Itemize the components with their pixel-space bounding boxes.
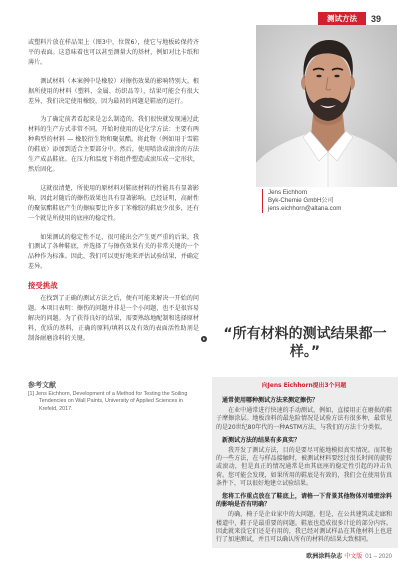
interview-answer-text: 的确，椅子是企业家中的大问题，但是，在公共建筑或走廊和楼道中，鞋子是最重要的问题。鞋底也造成很多计论的部分内容。因此就来没它们还是有用的，我已经对测试样品在其他材料上也进行了加速测试，并且可以确认所有的材料的结果大致相同。 <box>216 511 392 544</box>
portrait-photo <box>256 25 397 187</box>
interview-answer: 我开发了测试方法，目的是要尽可能地模拟真实情况。而其他的一些方法，在与样品接触时，被测试材料要经过很长时间的旋转或滚动，但是真正的情况通常是由其底座的稳定性引起的冲击负荷。您可能会发现，如果所用的鞋底是有效的，我们会在使用仿真条件下，可以很好地建立试验结果。 <box>216 447 392 487</box>
end-mark-icon <box>189 336 195 342</box>
interview-answer <box>216 511 392 544</box>
caption-name: Jens Eichhorn <box>268 189 308 196</box>
footer-magazine: 欧洲涂料杂志 <box>306 553 343 560</box>
body-paragraph <box>28 294 199 344</box>
article-body <box>28 38 199 344</box>
page-footer <box>306 553 392 561</box>
interview-question: 通常使用哪种测试方法来测定擦伤？ <box>222 397 319 404</box>
caption-company: Byk-Chemie GmbH公司 <box>268 197 334 204</box>
references <box>28 380 199 413</box>
interview-question: 新测试方法的结果有多真实？ <box>222 436 301 444</box>
reference-item: [1] Jens Eichhorn, Development of a Method for Testing the Soiling Tendencies on Wall Paints, University of Applied Sciences in Krefeld, 2017. <box>28 391 188 412</box>
portrait-eye-right <box>334 75 339 78</box>
interview-title: 向Jens Eichhorn提出3个问题 <box>261 383 347 389</box>
body-paragraph: 这就很清楚，所使用的原材料对鞋底材料的性能具有显著影响，因此对随后的擦伤效果也具有显著影响。已经证明，高耐性的聚氨酯鞋底产生的擦痕要比许多丁苯橡胶的鞋底少很多，还有一个就是所使用的底座的稳定性。 <box>28 184 199 222</box>
body-paragraph: 或塑料片放在样品架上（图3中，位置6），使它与地板砖保持齐平的表面。这意味着也可以甚至测量大的基材，例如对比卡纸和薄片。 <box>28 39 199 66</box>
body-paragraph: 测试材料（本案例中是橡胶）对擦伤效果的影响特别大。根据所使用的材料（塑料、金属、纺织品等），结果可能会有很大差异，我们决定使用橡胶，因为最初的问题是鞋底的运行。 <box>28 77 199 105</box>
page-number: 39 <box>371 14 382 24</box>
portrait-caption <box>262 189 341 213</box>
pull-quote: “所有材料的测试结果都一样。” <box>223 326 387 360</box>
references-heading: 参考文献 <box>28 381 56 389</box>
body-paragraph-text: 在找到了正确的测试方法之后，便有可能来解决一开始的问题。本项目表明：擦伤的问题并非是一个小问题，也不是很容易解决的问题。为了获得良好的结果，需要熟练地配制和选择原材料，优质的基料，正确的原料/填料以及有效的表面活性助剂是制备耐磨涂料的关键。 <box>28 295 199 342</box>
footer-issue: 01 – 2020 <box>365 554 392 560</box>
body-paragraph: 为了确定前者看起来是怎么制造的，我们很快就发现通过此材料的生产方式非常不同。开始时使用的是化学方法：主要有两种典型的材料 — 橡胶衍生物和聚氨酯。将此物（例如用于雪鞋的鞋底）添加到适合主要部分中。然后，使用喷涂或滚涂的方法生产成品鞋底。在压力和温度下将组件塑造或滚压成一定形状，然后固化。 <box>28 116 199 173</box>
footer-edition: 中文版 <box>344 553 363 560</box>
body-paragraph: 如果测试的稳定性不足，很可能出会产生更严重的后果。我们测试了各种鞋底，并选择了与擦伤效果有关的非常关键的一个品种作为标准。因此，我们可以更好地来评估试验结果，并确定差异。 <box>28 233 199 271</box>
section-heading: 接受挑战 <box>28 281 58 291</box>
interview-answer: 在业中通常进行快速的手动测试，例如，直接用正在磨损的鞋子摩擦涂层。地板涂料的最危险情况是试验方法有很多种，最常见的是20世纪80年代的一种ASTM方法，与我们的方法十分类似。 <box>216 407 392 431</box>
caption-email: jens.eichhorn@altana.com <box>268 205 342 212</box>
end-mark-icon <box>389 537 395 543</box>
portrait-image <box>256 25 397 187</box>
portrait-eye-left <box>316 75 321 78</box>
interview-box <box>212 377 398 548</box>
interview-question: 您将工作重点放在了鞋底上，请格一下背景其他物体对墙壁涂料的影响是否有明确？ <box>216 493 392 509</box>
section-tab: 测试方法 <box>318 12 366 26</box>
